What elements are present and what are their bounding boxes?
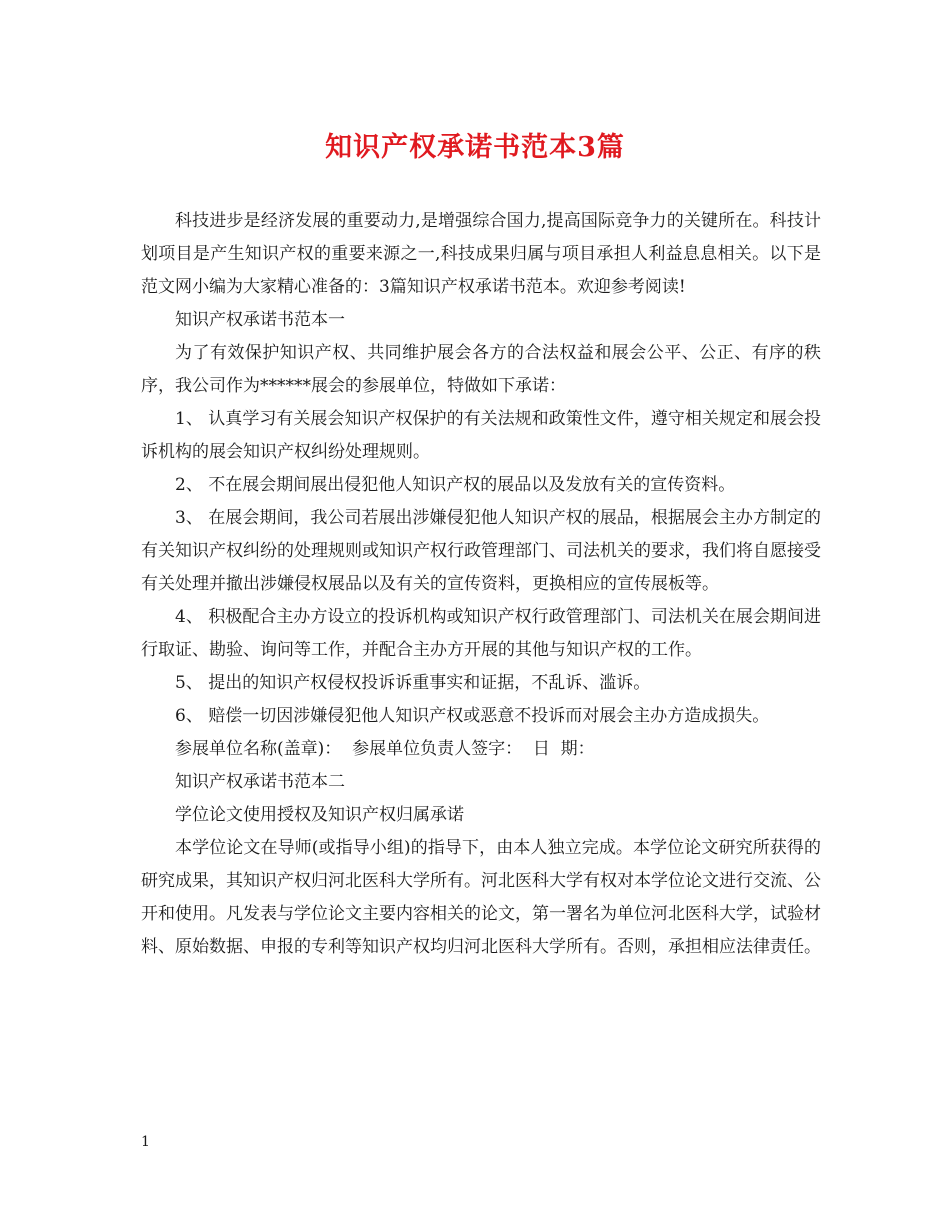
document-body [141, 205, 821, 964]
page-number: 1 [141, 1134, 150, 1150]
subsection-heading: 学位论文使用授权及知识产权归属承诺 [175, 805, 464, 825]
document-title: 知识产权承诺书范本3篇 [325, 132, 625, 163]
section-heading-2: 知识产权承诺书范本二 [175, 772, 345, 792]
intro-paragraph: 科技进步是经济发展的重要动力,是增强综合国力,提高国际竞争力的关键所在。科技计划项目是产生知识产权的重要来源之一,科技成果归属与项目承担人利益息息相关。以下是范文网小编为大家精心准备的：3篇知识产权承诺书范本。欢迎参考阅读! [141, 211, 821, 297]
commitment-item-5: 5、 提出的知识产权侵权投诉诉重事实和证据，不乱诉、滥诉。 [175, 673, 651, 693]
commitment-item-6: 6、 赔偿一切因涉嫌侵犯他人知识产权或恶意不投诉而对展会主办方造成损失。 [175, 706, 770, 726]
signature-line: 参展单位名称(盖章)： 参展单位负责人签字： 日 期： [175, 739, 595, 759]
commitment-item-2: 2、 不在展会期间展出侵犯他人知识产权的展品以及发放有关的宣传资料。 [175, 475, 736, 495]
body-paragraph: 为了有效保护知识产权、共同维护展会各方的合法权益和展会公平、公正、有序的秩序，我公司作为******展会的参展单位，特做如下承诺： [141, 343, 821, 396]
commitment-item-1: 1、 认真学习有关展会知识产权保护的有关法规和政策性文件，遵守相关规定和展会投诉机构的展会知识产权纠纷处理规则。 [141, 409, 821, 462]
body-paragraph: 本学位论文在导师(或指导小组)的指导下，由本人独立完成。本学位论文研究所获得的研究成果，其知识产权归河北医科大学所有。河北医科大学有权对本学位论文进行交流、公开和使用。凡发表与学位论文主要内容相关的论文，第一署名为单位河北医科大学，试验材料、原始数据、申报的专利等知识产权均归河北医科大学所有。否则，承担相应法律责任。 [141, 838, 821, 957]
commitment-item-3: 3、 在展会期间，我公司若展出涉嫌侵犯他人知识产权的展品，根据展会主办方制定的有关知识产权纠纷的处理规则或知识产权行政管理部门、司法机关的要求，我们将自愿接受有关处理并撤出涉嫌侵权展品以及有关的宣传资料，更换相应的宣传展板等。 [141, 508, 821, 594]
section-heading-1: 知识产权承诺书范本一 [175, 310, 345, 330]
commitment-item-4: 4、 积极配合主办方设立的投诉机构或知识产权行政管理部门、司法机关在展会期间进行取证、勘验、询问等工作，并配合主办方开展的其他与知识产权的工作。 [141, 607, 821, 660]
